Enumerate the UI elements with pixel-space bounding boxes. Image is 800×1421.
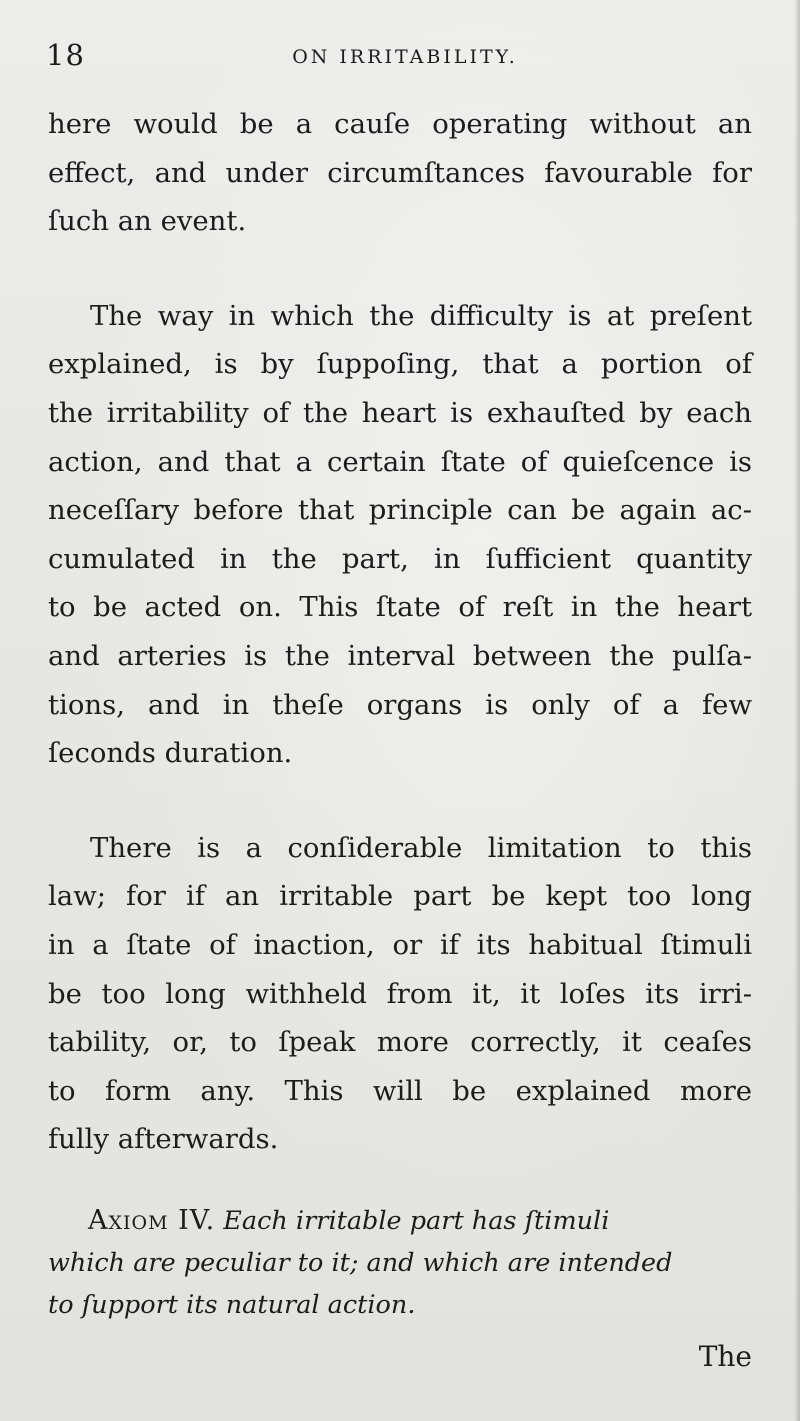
text-line: tions, and in theſe organs is only of a few [48, 688, 752, 721]
text-line: the irritability of the heart is exhauſted by each [48, 396, 752, 429]
axiom-line-2: which are peculiar to it; and which are intended [48, 1248, 673, 1278]
text-line: There is a conſiderable limitation to this [90, 831, 752, 864]
body-text [48, 100, 752, 1164]
text-line: effect, and under circumſtances favourable for [48, 156, 752, 189]
paragraph-3 [48, 824, 752, 1164]
text-line: fully afterwards. [48, 1123, 279, 1156]
text-line: to be acted on. This ſtate of reſt in the heart [48, 591, 752, 624]
text-line: cumulated in the part, in ſufficient quantity [48, 542, 752, 575]
paragraph-gap [48, 246, 752, 292]
axiom-line-1 [48, 1200, 754, 1242]
text-line: be too long withheld from it, it loſes its irri- [48, 977, 752, 1010]
text-line: law; for if an irritable part be kept too long [48, 880, 752, 913]
text-line: neceſſary before that principle can be again ac- [48, 494, 752, 527]
text-line: and arteries is the interval between the pulſa- [48, 639, 752, 672]
paragraph-2 [48, 292, 752, 778]
text-line: ſuch an event. [48, 205, 247, 238]
text-line: here would be a cauſe operating without an [48, 108, 752, 140]
catchword: The [698, 1340, 752, 1373]
axiom-label: Axiom IV. [88, 1205, 216, 1236]
page-number: 18 [46, 38, 85, 72]
text-line: tability, or, to ſpeak more correctly, it ceaſes [48, 1026, 752, 1059]
axiom-text: Each irritable part has ſtimuli [223, 1206, 610, 1236]
page-edge-shadow [794, 0, 800, 1421]
text-line: in a ſtate of inaction, or if its habitual ſtimuli [48, 928, 752, 961]
text-line: ſeconds duration. [48, 737, 293, 770]
axiom-line-3: to ſupport its natural action. [48, 1290, 416, 1320]
text-line: to form any. This will be explained more [48, 1074, 752, 1107]
axiom-block [48, 1200, 754, 1326]
text-line: explained, is by ſuppoſing, that a portion of [48, 348, 752, 381]
paragraph-1 [48, 100, 752, 246]
text-line: action, and that a certain ſtate of quieſcence is [48, 445, 752, 478]
running-title: ON IRRITABILITY. [292, 46, 518, 68]
paragraph-gap [48, 778, 752, 824]
text-line: The way in which the difficulty is at preſent [90, 299, 752, 332]
